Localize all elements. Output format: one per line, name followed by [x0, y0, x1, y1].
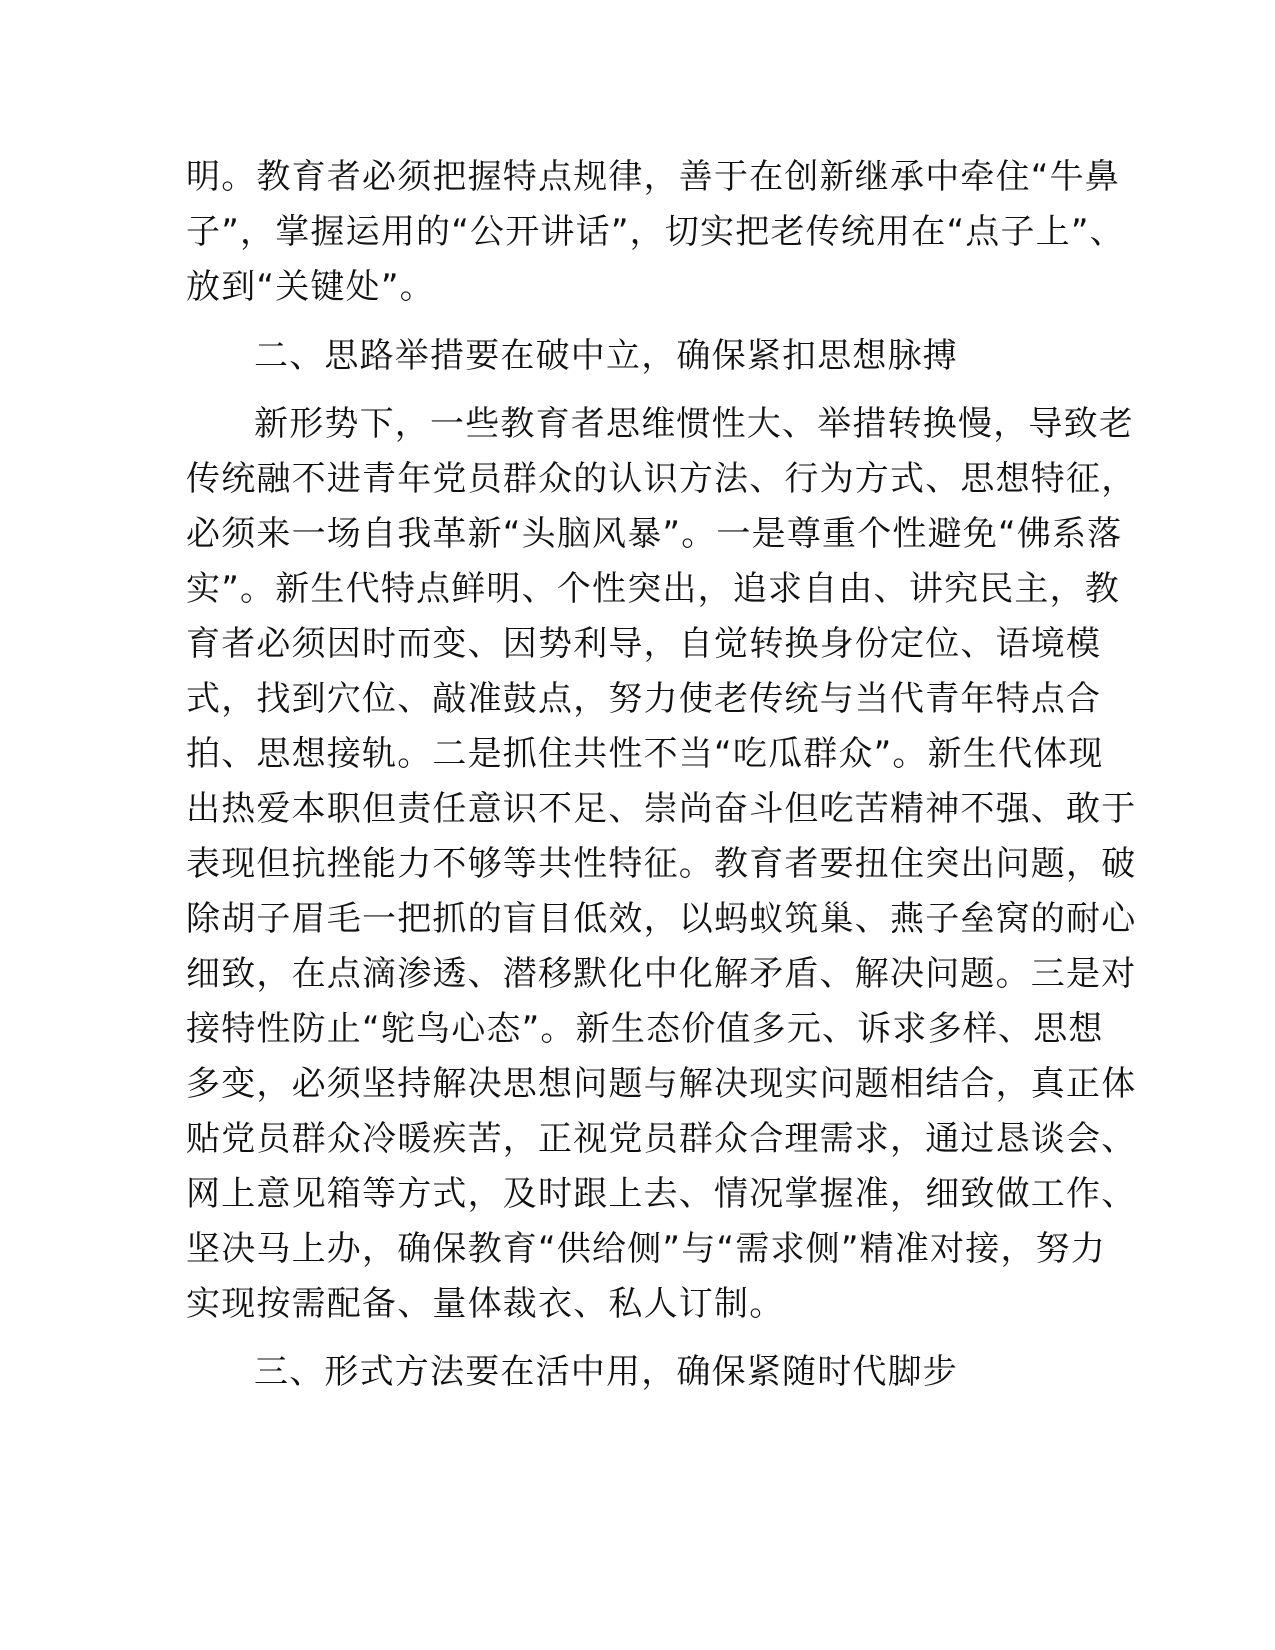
paragraph-line: 传统融不进青年党员群众的认识方法、行为方式、思想特征， — [186, 459, 1137, 499]
paragraph-line: 新形势下，一些教育者思维惯性大、举措转换慢，导致老 — [254, 404, 1134, 444]
paragraph-line: 放到“关键处”。 — [186, 267, 435, 307]
paragraph-line: 多变，必须坚持解决思想问题与解决现实问题相结合，真正体 — [186, 1064, 1137, 1104]
paragraph-line: 育者必须因时而变、因势利导，自觉转换身份定位、语境模 — [186, 624, 1102, 664]
paragraph-line: 明。教育者必须把握特点规律，善于在创新继承中牵住“牛鼻 — [186, 157, 1121, 197]
paragraph-line: 实”。新生代特点鲜明、个性突出，追求自由、讲究民主，教 — [186, 569, 1121, 609]
paragraph-line: 接特性防止“鸵鸟心态”。新生态价值多元、诉求多样、思想 — [186, 1009, 1104, 1049]
section-heading: 三、形式方法要在活中用，确保紧随时代脚步 — [254, 1352, 958, 1392]
paragraph-line: 贴党员群众冷暖疾苦，正视党员群众合理需求，通过恳谈会、 — [186, 1119, 1137, 1159]
paragraph-line: 坚决马上办，确保教育“供给侧”与“需求侧”精准对接，努力 — [186, 1229, 1107, 1269]
paragraph-line: 网上意见箱等方式，及时跟上去、情况掌握准，细致做工作、 — [186, 1174, 1137, 1214]
paragraph-line: 表现但抗挫能力不够等共性特征。教育者要扭住突出问题，破 — [186, 844, 1137, 884]
paragraph-line: 必须来一场自我革新“头脑风暴”。一是尊重个性避免“佛系落 — [186, 514, 1123, 554]
paragraph-line: 细致，在点滴渗透、潜移默化中化解矛盾、解决问题。三是对 — [186, 954, 1137, 994]
paragraph-line: 拍、思想接轨。二是抓住共性不当“吃瓜群众”。新生代体现 — [186, 734, 1104, 774]
paragraph-line: 出热爱本职但责任意识不足、崇尚奋斗但吃苦精神不强、敢于 — [186, 789, 1137, 829]
paragraph-line: 子”，掌握运用的“公开讲话”，切实把老传统用在“点子上”、 — [186, 212, 1125, 252]
paragraph-line: 实现按需配备、量体裁衣、私人订制。 — [186, 1284, 785, 1324]
paragraph-line: 式，找到穴位、敲准鼓点，努力使老传统与当代青年特点合 — [186, 679, 1102, 719]
section-heading: 二、思路举措要在破中立，确保紧扣思想脉搏 — [254, 336, 958, 376]
paragraph-line: 除胡子眉毛一把抓的盲目低效，以蚂蚁筑巢、燕子垒窝的耐心 — [186, 899, 1137, 939]
